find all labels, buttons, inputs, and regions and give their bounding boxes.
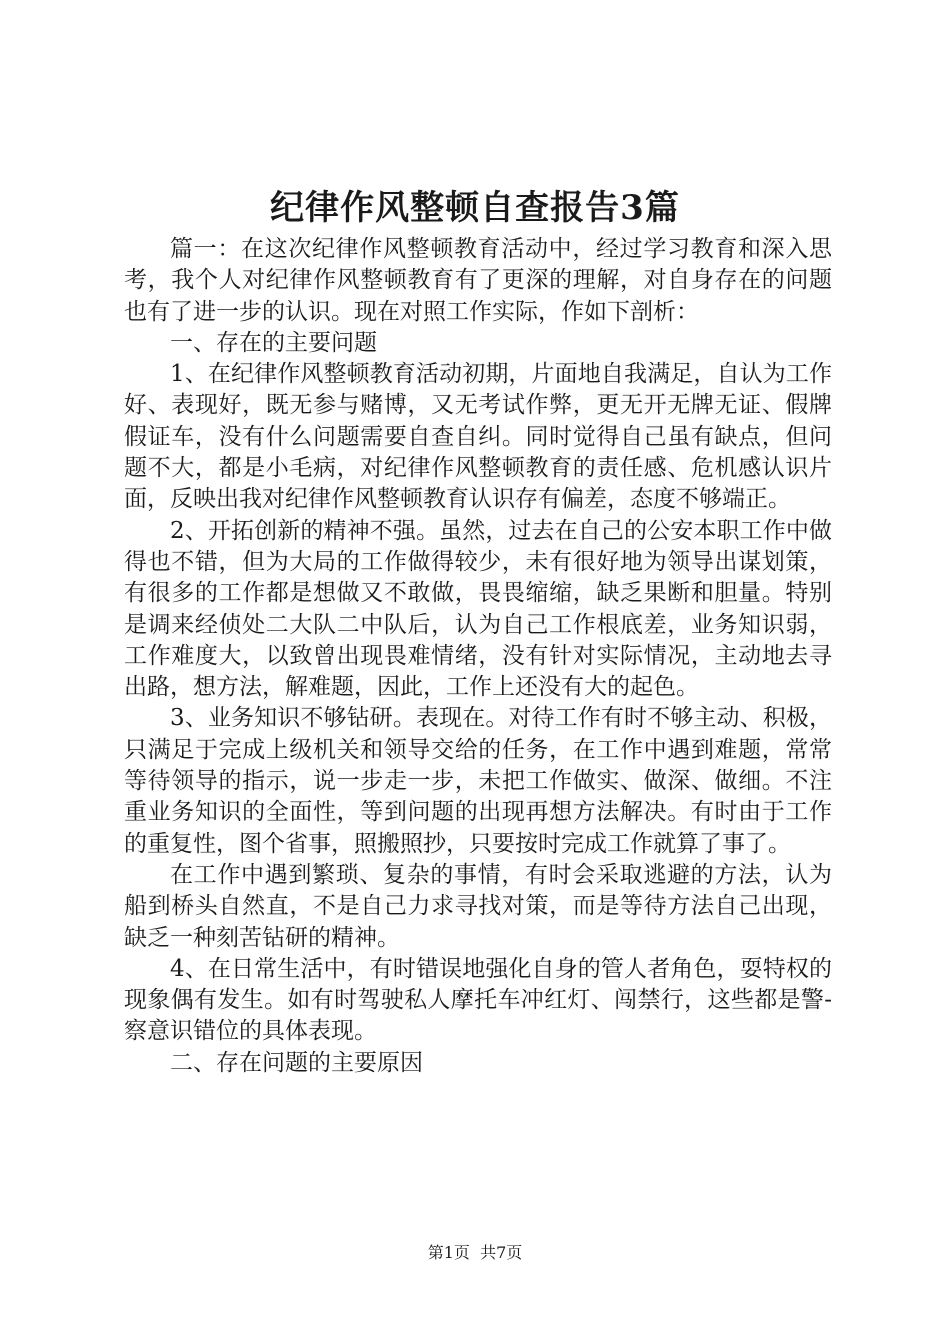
section-heading-problems: 一、存在的主要问题 <box>170 329 377 356</box>
page-number: 第1页 共7页 <box>427 1243 523 1262</box>
section-heading-causes: 二、存在问题的主要原因 <box>170 1049 423 1076</box>
paragraph-item-4: 4、在日常生活中，有时错误地强化自身的管人者角色，耍特权的现象偶有发生。如有时驾驶私人摩托车冲红灯、闯禁行，这些都是警-察意识错位的具体表现。 <box>124 955 832 1045</box>
paragraph-intro: 篇一：在这次纪律作风整顿教育活动中，经过学习教育和深入思考，我个人对纪律作风整顿教育有了更深的理解，对自身存在的问题也有了进一步的认识。现在对照工作实际，作如下剖析： <box>124 236 832 325</box>
page-footer <box>0 1241 950 1265</box>
paragraph-item-2: 2、开拓创新的精神不强。虽然，过去在自己的公安本职工作中做得也不错，但为大局的工作做得较少，未有很好地为领导出谋划策，有很多的工作都是想做又不敢做，畏畏缩缩，缺乏果断和胆量。特别是调来经侦处二大队二中队后，认为自己工作根底差，业务知识弱，工作难度大，以致曾出现畏难情绪，没有针对实际情况，主动地去寻出路，想方法，解难题，因此，工作上还没有大的起色。 <box>124 517 832 701</box>
document-title: 纪律作风整顿自查报告3篇 <box>270 188 680 228</box>
document-body <box>124 234 832 1079</box>
paragraph-item-1: 1、在纪律作风整顿教育活动初期，片面地自我满足，自认为工作好、表现好，既无参与赌博，又无考试作弊，更无开无牌无证、假牌假证车，没有什么问题需要自查自纠。同时觉得自己虽有缺点，但问题不大，都是小毛病，对纪律作风整顿教育的责任感、危机感认识片面，反映出我对纪律作风整顿教育认识存有偏差，态度不够端正。 <box>124 361 832 513</box>
paragraph-item-3-continued: 在工作中遇到繁琐、复杂的事情，有时会采取逃避的方法，认为船到桥头自然直，不是自己力求寻找对策，而是等待方法自己出现，缺乏一种刻苦钻研的精神。 <box>124 861 832 951</box>
paragraph-item-3: 3、业务知识不够钻研。表现在。对待工作有时不够主动、积极，只满足于完成上级机关和领导交给的任务，在工作中遇到难题，常常等待领导的指示，说一步走一步，未把工作做实、做深、做细。不注重业务知识的全面性，等到问题的出现再想方法解决。有时由于工作的重复性，图个省事，照搬照抄，只要按时完成工作就算了事了。 <box>124 705 832 857</box>
